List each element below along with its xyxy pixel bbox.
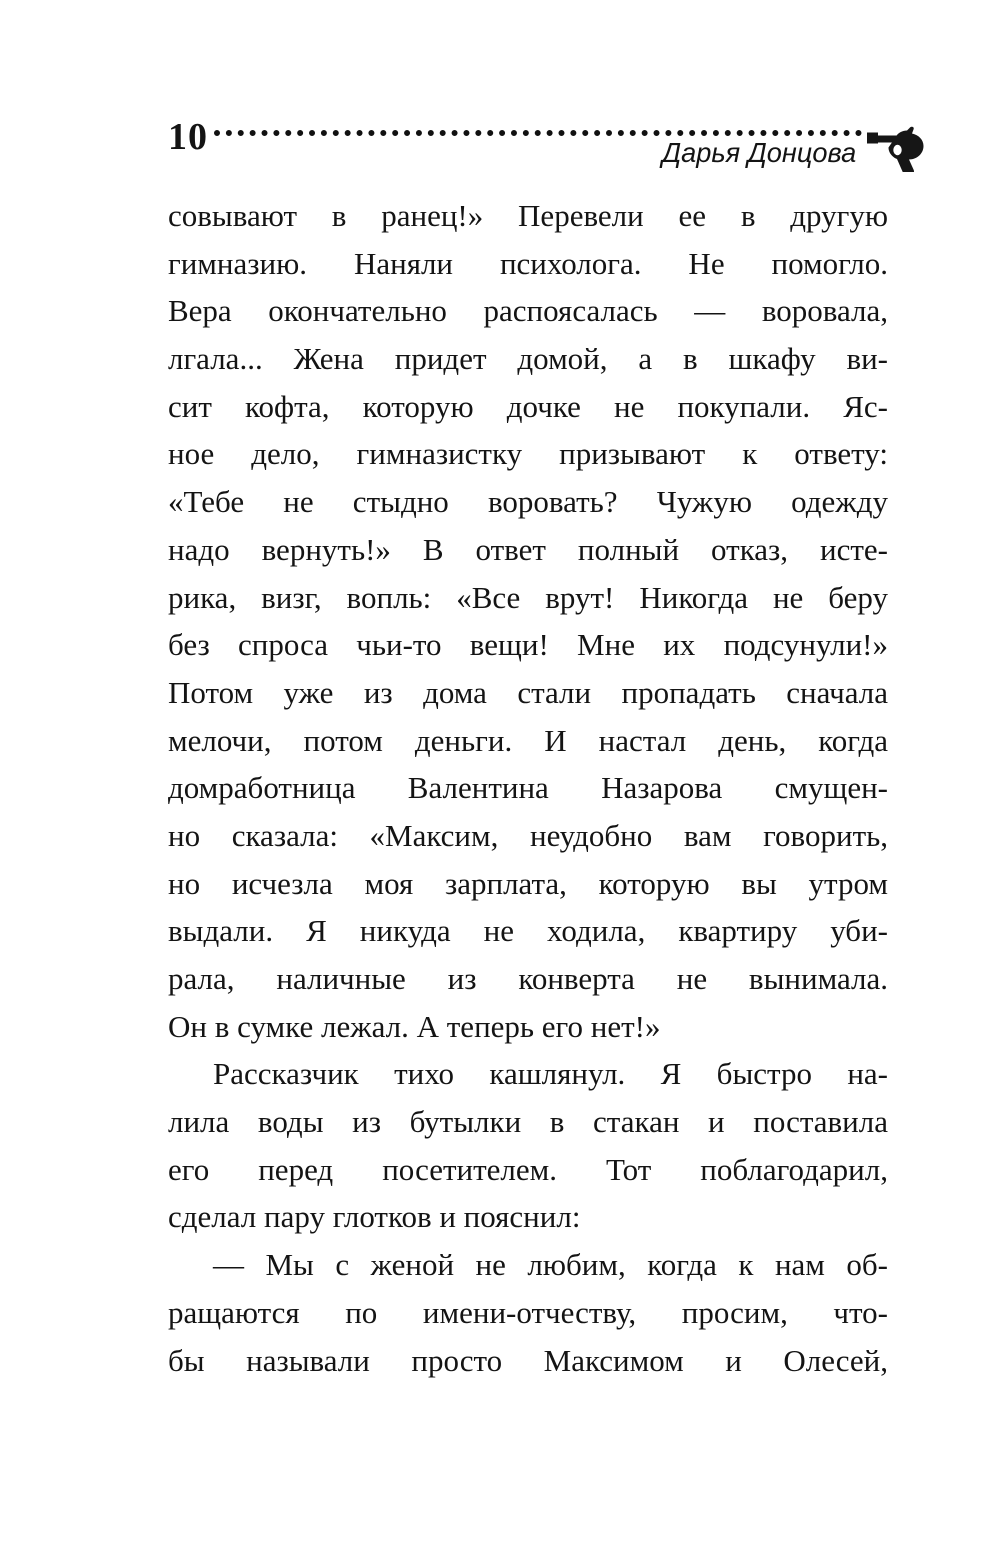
text-line: лила воды из бутылки в стакан и поставила: [168, 1104, 888, 1140]
text-line: без спроса чьи-то вещи! Мне их подсунули!»: [168, 627, 888, 663]
text-line: рика, визг, вопль: «Все врут! Никогда не беру: [168, 579, 888, 615]
text-line: ное дело, гимназистку призывают к ответу:: [168, 436, 888, 472]
text-line: мелочи, потом деньги. И настал день, когда: [168, 722, 888, 758]
text-line: домработница Валентина Назарова смущен-: [168, 770, 888, 806]
page-header: [0, 0, 1000, 190]
author-name: Дарья Донцова: [661, 137, 856, 168]
text-line: его перед посетителем. Тот поблагодарил,: [168, 1151, 888, 1187]
gun-icon: [866, 125, 930, 172]
text-line: Потом уже из дома стали пропадать сначала: [168, 674, 888, 710]
text-line: «Тебе не стыдно воровать? Чужую одежду: [168, 484, 888, 520]
page-body-text: [168, 192, 888, 1384]
text-line: Вера окончательно распоясалась — воровала,: [168, 293, 888, 329]
text-line: — Мы с женой не любим, когда к нам об-: [213, 1247, 888, 1283]
page-number: 10: [168, 116, 208, 158]
text-line: выдали. Я никуда не ходила, квартиру уби-: [168, 913, 888, 949]
text-line: совывают в ранец!» Перевели ее в другую: [168, 198, 888, 233]
text-line: Он в сумке лежал. А теперь его нет!»: [168, 1008, 661, 1044]
text-line: но исчезла моя зарплата, которую вы утром: [168, 865, 888, 901]
text-line: надо вернуть!» В ответ полный отказ, исте-: [168, 531, 888, 567]
text-line: сит кофта, которую дочке не покупали. Яс-: [168, 388, 888, 424]
text-line: но сказала: «Максим, неудобно вам говорить,: [168, 817, 888, 853]
text-line: ращаются по имени-отчеству, просим, что-: [168, 1294, 888, 1330]
text-line: лгала... Жена придет домой, а в шкафу ви-: [168, 341, 888, 377]
text-line: Рассказчик тихо кашлянул. Я быстро на-: [213, 1056, 888, 1092]
text-line: рала, наличные из конверта не вынимала.: [168, 961, 888, 996]
text-line: гимназию. Наняли психолога. Не помогло.: [168, 245, 888, 281]
text-line: бы называли просто Максимом и Олесей,: [168, 1342, 888, 1378]
text-line: сделал пару глотков и пояснил:: [168, 1199, 581, 1235]
